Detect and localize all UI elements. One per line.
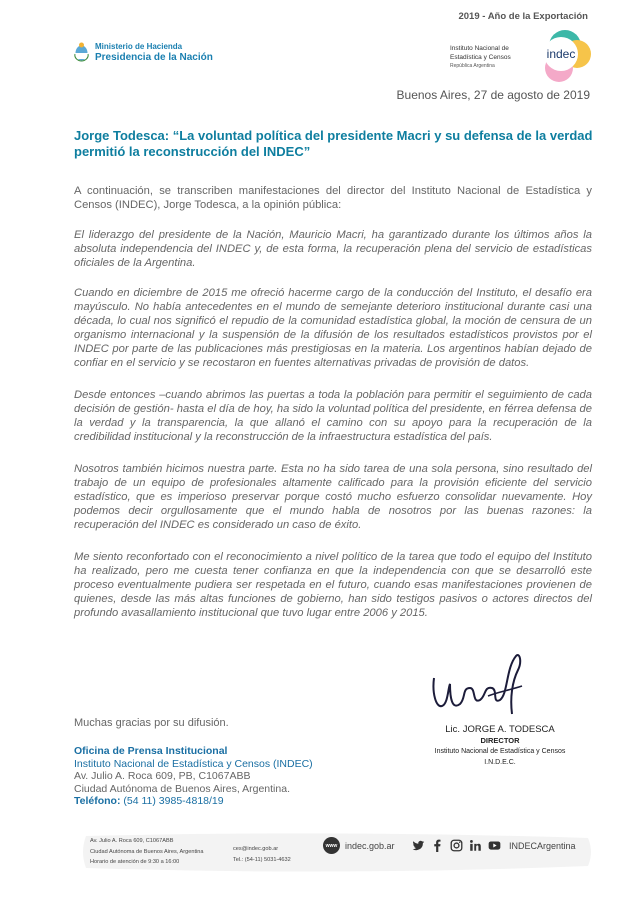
paragraph-quote-4: Nosotros también hicimos nuestra parte. Esta no ha sido tarea de una sola persona, sino resultado del trabajo de un equipo de profesionales altamente calificado para la provisión eficiente del servicio estadístico, que es imperioso preservar porque costó mucho esfuerzo consolidar nuevamente. Hoy podemos decir orgullosamente que el mundo habla de nosotros por las buenas razones: la recuperación del INDEC es considerado un caso de éxito. <box>74 463 592 531</box>
footer-address-2: Ciudad Autónoma de Buenos Aires, Argentina <box>90 848 204 855</box>
paragraph-quote-3: Desde entonces –cuando abrimos las puertas a toda la población para permitir el seguimiento de cada decisión de gestión- hasta el día de hoy, ha sido la voluntad política del presidente, en férrea defensa de la verdad y la transparencia, la que allanó el camino con su apoyo para la recuperación de la credibilidad institucional y la reconstrucción de la infraestructura estadística del país. <box>74 389 592 443</box>
footer-address <box>90 836 204 868</box>
paragraph-quote-5: Me siento reconfortado con el reconocimiento a nivel político de la tarea que todo el equipo del Instituto ha realizado, pero me cuesta tener confianza en que la independencia con que se desarrolló este proceso eventualmente pudiera ser respetada en el futuro, cuando esas manifestaciones provienen de quienes, desde las más altas funciones de gobierno, han sido testigos pasivos o actores directos del profundo avasallamiento institucional que tuvo lugar entre 2006 y 2015. <box>74 551 592 619</box>
press-institution: Instituto Nacional de Estadística y Censos (INDEC) <box>74 757 313 770</box>
phone-label: Teléfono: <box>74 795 121 807</box>
website-link[interactable]: indec.gob.ar <box>345 840 395 851</box>
social-links <box>412 839 576 852</box>
press-office-contact <box>74 745 313 808</box>
press-address-2: Ciudad Autónoma de Buenos Aires, Argentina. <box>74 782 290 795</box>
press-address-1: Av. Julio A. Roca 609, PB, C1067ABB <box>74 770 251 782</box>
document-date: Buenos Aires, 27 de agosto de 2019 <box>396 88 590 102</box>
paragraph-intro: A continuación, se transcriben manifestaciones del director del Instituto Nacional de Estadística y Censos (INDEC), Jorge Todesca, a la opinión pública: <box>74 185 592 211</box>
footer-contact <box>233 844 291 865</box>
instagram-icon[interactable] <box>450 839 463 852</box>
social-handle[interactable]: INDECArgentina <box>509 840 576 851</box>
national-crest-icon <box>74 42 89 62</box>
www-icon: www <box>323 837 340 854</box>
twitter-icon[interactable] <box>412 839 425 852</box>
signer-role: DIRECTOR <box>480 736 520 745</box>
signer-organization: Instituto Nacional de Estadística y Censos <box>434 748 566 755</box>
footer-email[interactable]: ces@indec.gob.ar <box>233 846 279 852</box>
footer-address-1: Av. Julio A. Roca 609, C1067ABB <box>90 838 174 844</box>
indec-name-line2: Estadística y Censos <box>450 54 511 61</box>
indec-name-line1: Instituto Nacional de <box>450 45 509 52</box>
year-label: 2019 - Año de la Exportación <box>458 11 588 22</box>
linkedin-icon[interactable] <box>469 839 482 852</box>
footer-website[interactable] <box>323 837 395 854</box>
indec-logo-text: indec <box>546 47 576 61</box>
presidency-name: Presidencia de la Nación <box>95 52 213 63</box>
facebook-icon[interactable] <box>431 839 444 852</box>
signer-org-abbr: I.N.D.E.C. <box>484 759 516 766</box>
footer-phone: Tel.: (54-11) 5031-4632 <box>233 856 291 863</box>
youtube-icon[interactable] <box>488 839 501 852</box>
ministry-logo <box>74 41 213 63</box>
signer-name: Lic. JORGE A. TODESCA <box>445 724 555 735</box>
indec-country: República Argentina <box>450 63 495 69</box>
press-office-heading: Oficina de Prensa Institucional <box>74 745 228 757</box>
paragraph-quote-1: El liderazgo del presidente de la Nación, Mauricio Macri, ha garantizado durante los últimos años la absoluta independencia del INDEC y, de esta forma, la recuperación plena del servicio de estadísticas oficiales de la Argentina. <box>74 229 592 269</box>
signer-block <box>420 724 580 768</box>
thanks-line: Muchas gracias por su difusión. <box>74 717 229 729</box>
paragraph-quote-2: Cuando en diciembre de 2015 me ofreció hacerme cargo de la conducción del Instituto, el desafío era mayúsculo. No había antecedentes en el mundo de semejante deterioro institucional durante casi una década, lo cual nos significó el repudio de la comunidad estadística global, la moción de censura de un organismo internacional y la suspensión de la difusión de los resultados estadísticos provistos por el INDEC por parte de las publicaciones más prestigiosas en la materia. Los argentinos habían dejado de confiar en el servicio y se recostaron en fuentes alternativas privadas de provisión de datos. <box>74 287 592 369</box>
ministry-name: Ministerio de Hacienda <box>95 42 183 51</box>
footer-hours: Horario de atención de 9:30 a 16:00 <box>90 859 180 865</box>
handwritten-signature <box>426 648 536 728</box>
press-release-title: Jorge Todesca: “La voluntad política del presidente Macri y su defensa de la verdad permitió la reconstrucción del INDEC” <box>74 128 593 159</box>
phone-number: (54 11) 3985-4818/19 <box>123 795 224 807</box>
indec-logo-icon <box>525 24 595 88</box>
